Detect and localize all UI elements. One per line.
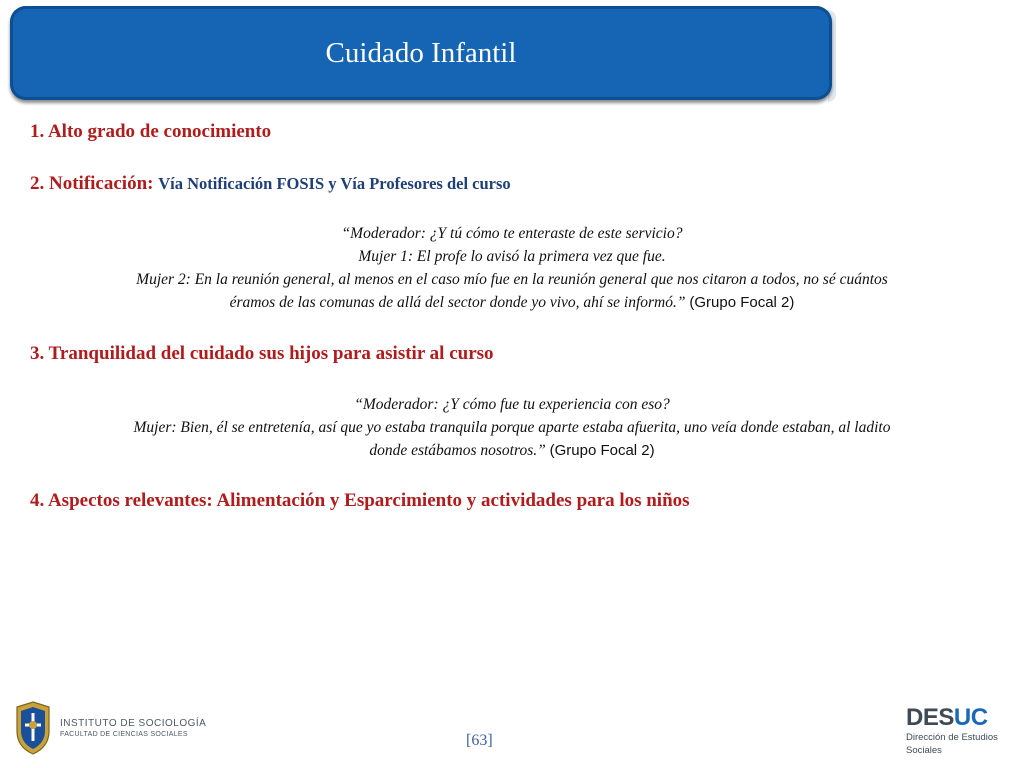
quote-line: Mujer 2: En la reunión general, al menos en el caso mío fue en la reunión general que nos citaron a todos, no sé cuántos xyxy=(136,271,888,288)
university-seal-icon xyxy=(14,701,52,755)
item-4 xyxy=(30,490,690,512)
quote-line: “Moderador: ¿Y tú cómo te enteraste de este servicio? xyxy=(341,225,683,242)
quote-line xyxy=(40,291,984,314)
item-text: Alto grado de conocimiento xyxy=(47,121,272,142)
item-text: Notificación: xyxy=(49,173,154,194)
page-number: [63] xyxy=(466,732,493,749)
institute-logo xyxy=(14,700,206,756)
quote-source: (Grupo Focal 2) xyxy=(689,294,795,311)
item-text: Aspectos relevantes: Alimentación y Esparcimiento y actividades para los niños xyxy=(47,490,690,511)
quote-text: donde estábamos nosotros.” xyxy=(369,442,546,459)
desuc-wordmark xyxy=(906,706,1018,730)
item-number: 3. xyxy=(30,343,45,364)
desuc-subtitle-1: Dirección de Estudios xyxy=(906,732,998,743)
title-banner xyxy=(10,6,832,100)
item-2 xyxy=(30,173,511,195)
desuc-logo xyxy=(906,706,1018,756)
item-number: 1. xyxy=(30,121,45,142)
item-number: 4. xyxy=(30,490,45,511)
quote-line: “Moderador: ¿Y cómo fue tu experiencia con eso? xyxy=(354,396,670,413)
quote-text: éramos de las comunas de allá del sector donde yo vivo, ahí se informó.” xyxy=(229,294,686,311)
item-1 xyxy=(30,121,271,143)
desuc-wordmark-b: UC xyxy=(953,704,988,731)
item-3 xyxy=(30,343,494,365)
quote-block-1 xyxy=(40,222,984,314)
institute-name: INSTITUTO DE SOCIOLOGÍA xyxy=(60,718,207,729)
item-text: Tranquilidad del cuidado sus hijos para asistir al curso xyxy=(48,343,494,364)
faculty-name: FACULTAD DE CIENCIAS SOCIALES xyxy=(60,731,188,738)
quote-line: Mujer: Bien, él se entretenía, así que yo estaba tranquila porque aparte estaba afuerita, uno veía donde estaban, al ladito xyxy=(133,419,891,436)
quote-line: Mujer 1: El profe lo avisó la primera vez que fue. xyxy=(358,248,666,265)
quote-source: (Grupo Focal 2) xyxy=(549,442,655,459)
item-detail: Vía Notificación FOSIS y Vía Profesores del curso xyxy=(158,174,511,193)
desuc-subtitle-2: Sociales xyxy=(906,745,942,756)
quote-block-2 xyxy=(40,393,984,462)
page-title: Cuidado Infantil xyxy=(325,36,517,69)
desuc-wordmark-a: DES xyxy=(906,704,954,731)
quote-line xyxy=(40,439,984,462)
item-number: 2. xyxy=(30,173,45,194)
